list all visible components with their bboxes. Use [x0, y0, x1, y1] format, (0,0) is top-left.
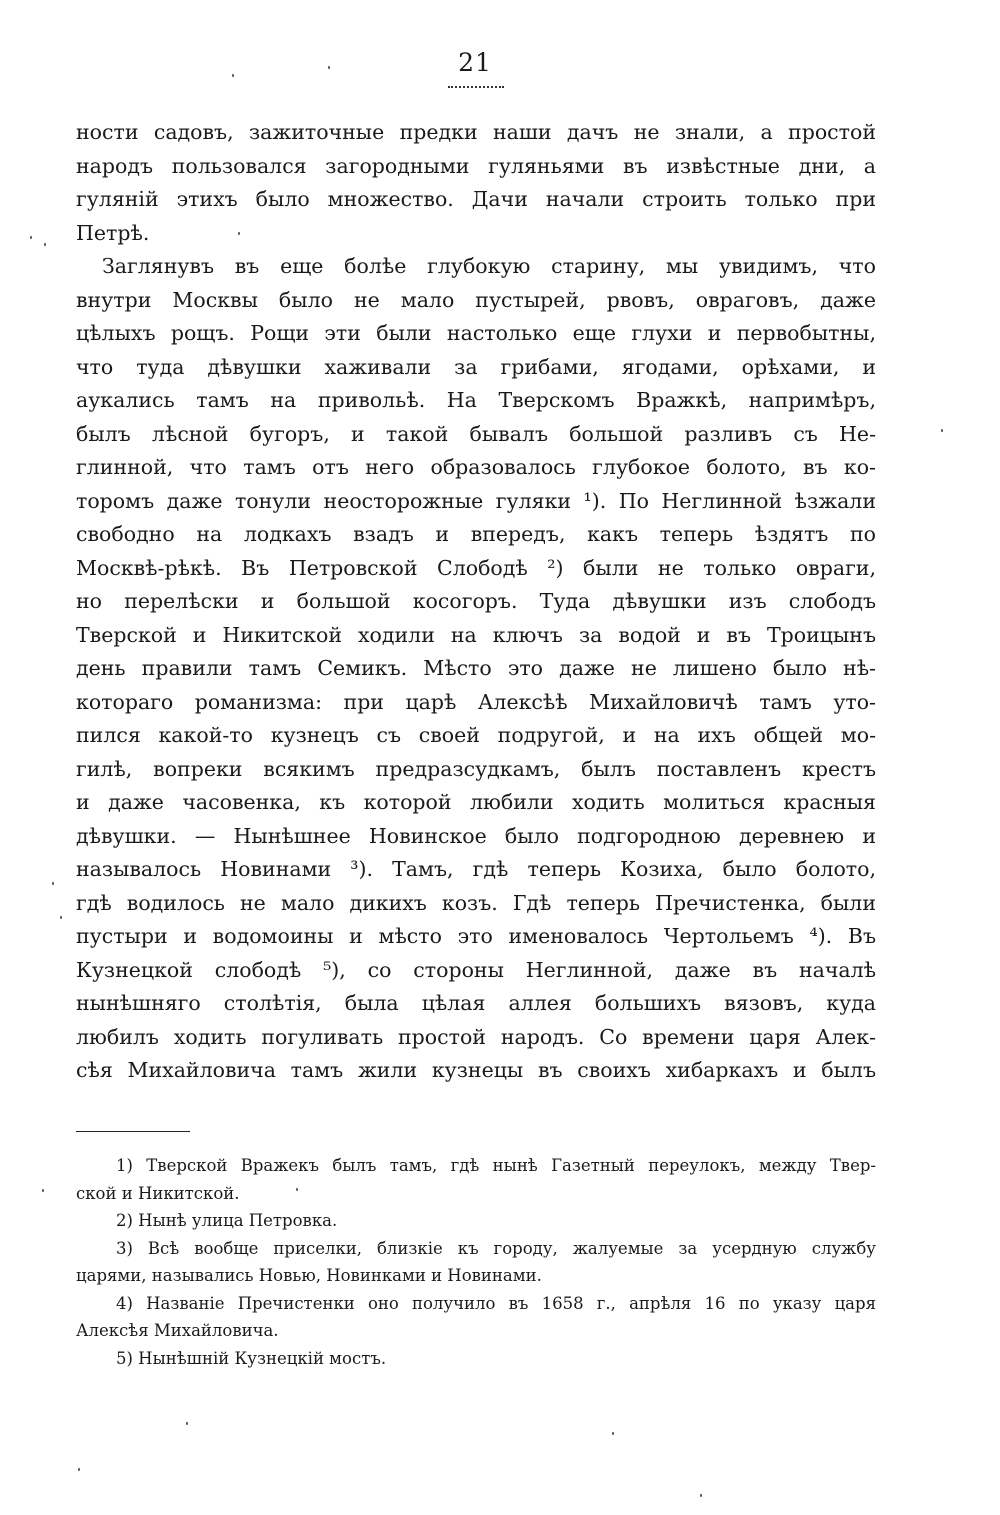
- body-line: гилѣ, вопреки всякимъ предразсудкамъ, былъ поставленъ крестъ: [76, 756, 876, 781]
- scan-speck: [941, 429, 943, 432]
- body-line: сѣя Михайловича тамъ жили кузнецы въ своихъ хибаркахъ и былъ: [76, 1058, 876, 1082]
- body-line: что туда дѣвушки хаживали за грибами, ягодами, орѣхами, и: [76, 354, 876, 379]
- body-line: ности садовъ, зажиточные предки наши дачъ не знали, а простой: [76, 120, 876, 144]
- scan-speck: [44, 243, 46, 246]
- footnotes: [76, 1152, 876, 1372]
- body-line: внутри Москвы было не мало пустырей, рвовъ, овраговъ, даже: [76, 287, 876, 312]
- scan-speck: [78, 1468, 80, 1471]
- scan-speck: [238, 232, 240, 235]
- scan-speck: [60, 916, 62, 919]
- footnote-line: ской и Никитской.: [76, 1183, 240, 1203]
- body-line: свободно на лодкахъ взадъ и впередъ, какъ теперь ѣздятъ по: [76, 522, 876, 546]
- scan-speck: [186, 1422, 188, 1425]
- scan-speck: [296, 1188, 298, 1191]
- body-line: Тверской и Никитской ходили на ключъ за водой и въ Троицынъ: [76, 622, 876, 647]
- body-line: называлось Новинами ³). Тамъ, гдѣ теперь Козиха, было болото,: [76, 857, 876, 881]
- body-line: былъ лѣсной бугоръ, и такой бывалъ большой разливъ съ Не-: [76, 421, 876, 446]
- body-line: Петрѣ.: [76, 220, 150, 245]
- footnote-line: 3) Всѣ вообще приселки, близкіе къ городу, жалуемые за усердную службу: [116, 1238, 876, 1258]
- body-line: день правили тамъ Семикъ. Мѣсто это даже не лишено было нѣ-: [76, 656, 876, 680]
- footnote-line: 2) Нынѣ улица Петровка.: [116, 1211, 338, 1230]
- body-line: торомъ даже тонули неосторожные гуляки ¹). По Неглинной ѣзжали: [76, 488, 876, 513]
- footnote-line: 5) Нынѣшній Кузнецкій мостъ.: [116, 1348, 387, 1368]
- scan-speck: [42, 1189, 44, 1192]
- body-line: котораго романизма: при царѣ Алексѣѣ Михайловичѣ тамъ уто-: [76, 689, 876, 714]
- scan-speck: [30, 236, 32, 239]
- body-line: цѣлыхъ рощъ. Рощи эти были настолько еще глухи и первобытны,: [76, 321, 876, 345]
- body-line: любилъ ходить погуливать простой народъ. Со времени царя Алек-: [76, 1024, 876, 1049]
- body-line: глинной, что тамъ отъ него образовалось глубокое болото, въ ко-: [76, 455, 876, 479]
- body-line: пился какой-то кузнецъ съ своей подругой, и на ихъ общей мо-: [76, 723, 876, 747]
- body-line: гдѣ водилось не мало дикихъ козъ. Гдѣ теперь Пречистенка, были: [76, 890, 876, 915]
- scan-speck: [612, 1432, 614, 1435]
- body-line: дѣвушки. — Нынѣшнее Новинское было подгородною деревнею и: [76, 823, 876, 848]
- page-number-underline: [448, 86, 504, 88]
- body-line: Заглянувъ въ еще болѣе глубокую старину, мы увидимъ, что: [102, 254, 876, 278]
- scan-speck: [700, 1494, 702, 1497]
- body-line: но перелѣски и большой косогоръ. Туда дѣвушки изъ слободъ: [76, 589, 876, 613]
- body-line: Кузнецкой слободѣ ⁵), со стороны Неглинной, даже въ началѣ: [76, 957, 876, 982]
- body-line: народъ пользовался загородными гуляньями въ извѣстные дни, а: [76, 153, 876, 178]
- body-line: пустыри и водомоины и мѣсто это именовалось Чертольемъ ⁴). Въ: [76, 924, 876, 948]
- footnote-line: царями, назывались Новью, Новинками и Новинами.: [76, 1266, 542, 1285]
- footnote-line: Алексѣя Михайловича.: [76, 1321, 279, 1340]
- footnote-line: 4) Названіе Пречистенки оно получило въ 1658 г., апрѣля 16 по указу царя: [116, 1293, 876, 1313]
- page-number: 21: [458, 48, 492, 77]
- body-line: нынѣшняго столѣтія, была цѣлая аллея большихъ вязовъ, куда: [76, 991, 876, 1015]
- body-line: и даже часовенка, къ которой любили ходить молиться красныя: [76, 790, 876, 814]
- body-line: гуляній этихъ было множество. Дачи начали строить только при: [76, 187, 876, 211]
- body-text: [76, 116, 876, 1088]
- body-line: Москвѣ-рѣкѣ. Въ Петровской Слободѣ ²) были не только овраги,: [76, 555, 876, 580]
- footnote-separator: [76, 1131, 190, 1132]
- scan-speck: [52, 882, 54, 885]
- footnote-line: 1) Тверской Вражекъ былъ тамъ, гдѣ нынѣ Газетный переулокъ, между Твер-: [116, 1156, 876, 1175]
- body-line: аукались тамъ на привольѣ. На Тверскомъ Вражкѣ, напримѣръ,: [76, 388, 876, 412]
- scan-speck: [232, 74, 234, 77]
- scan-speck: [328, 66, 330, 69]
